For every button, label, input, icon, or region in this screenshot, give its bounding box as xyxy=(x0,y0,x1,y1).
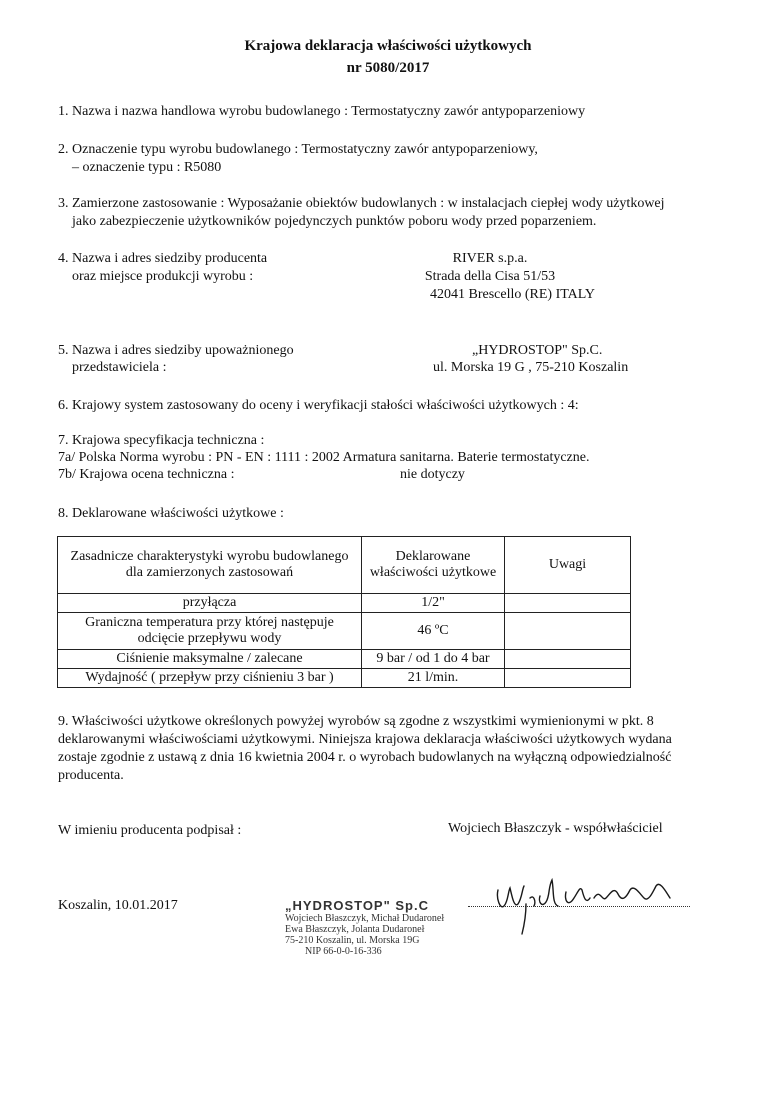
section-7b-label: 7b/ Krajowa ocena techniczna : xyxy=(58,467,235,482)
section-3-line1: 3. Zamierzone zastosowanie : Wyposażanie obiektów budowlanych : w instalacjach ciepłej wody użytkowej xyxy=(58,196,665,211)
section-7-heading: 7. Krajowa specyfikacja techniczna : xyxy=(58,433,265,448)
producer-street: Strada della Cisa 51/53 xyxy=(424,269,556,284)
table-cell: Graniczna temperatura przy której następuje odcięcie przepływu wody xyxy=(58,613,362,650)
section-4-label1: 4. Nazwa i adres siedziby producenta xyxy=(58,251,268,266)
table-cell: 9 bar / od 1 do 4 bar xyxy=(362,650,505,669)
representative-company: „HYDROSTOP" Sp.C. xyxy=(472,343,603,358)
stamp-line: 75-210 Koszalin, ul. Morska 19G xyxy=(285,935,420,946)
document-number: nr 5080/2017 xyxy=(346,60,430,76)
handwritten-signature xyxy=(490,868,690,938)
section-7a: 7a/ Polska Norma wyrobu : PN - EN : 1111 : 2002 Armatura sanitarna. Baterie termostatyczne. xyxy=(58,450,590,465)
section-5-label1: 5. Nazwa i adres siedziby upoważnionego xyxy=(58,343,294,358)
section-9-line1: 9. Właściwości użytkowe określonych powyżej wyrobów są zgodne z wszystkimi wymienionymi w pkt. 8 xyxy=(58,714,654,729)
producer-company: RIVER s.p.a. xyxy=(452,251,528,266)
place-and-date: Koszalin, 10.01.2017 xyxy=(58,898,178,913)
table-row xyxy=(58,669,631,688)
section-9-line3: zostaje zgodnie z ustawą z dnia 16 kwietnia 2004 r. o wyrobach budowlanych na wyłączną odpowiedzialność xyxy=(58,750,672,765)
section-9-line4: producenta. xyxy=(58,768,124,783)
section-8-heading: 8. Deklarowane właściwości użytkowe : xyxy=(58,506,284,521)
signatory-name: Wojciech Błaszczyk - współwłaściciel xyxy=(448,821,663,836)
stamp-company: „HYDROSTOP" Sp.C xyxy=(285,898,429,913)
table-header-row xyxy=(58,537,631,594)
column-header: Deklarowane właściwości użytkowe xyxy=(362,537,505,594)
producer-city: 42041 Brescello (RE) ITALY xyxy=(430,287,596,302)
table-cell xyxy=(505,594,631,613)
table-cell xyxy=(505,650,631,669)
section-9-line2: deklarowanymi właściwościami użytkowymi. Niniejsza krajowa deklaracja właściwości użytkowych wydana xyxy=(58,732,672,747)
section-6: 6. Krajowy system zastosowany do oceny i weryfikacji stałości właściwości użytkowych : 4: xyxy=(58,398,579,413)
table-cell: Ciśnienie maksymalne / zalecane xyxy=(58,650,362,669)
properties-table xyxy=(57,536,631,688)
stamp-line: Ewa Błaszczyk, Jolanta Dudaroneł xyxy=(285,924,425,935)
section-7b-value: nie dotyczy xyxy=(400,467,465,482)
section-2-line2: – oznaczenie typu : R5080 xyxy=(72,160,222,175)
table-cell xyxy=(505,669,631,688)
table-cell: 1/2" xyxy=(362,594,505,613)
table-cell: Wydajność ( przepływ przy ciśnieniu 3 bar ) xyxy=(58,669,362,688)
document-title: Krajowa deklaracja właściwości użytkowych xyxy=(244,38,532,54)
table-cell: 21 l/min. xyxy=(362,669,505,688)
section-2-line1: 2. Oznaczenie typu wyrobu budowlanego : Termostatyczny zawór antypoparzeniowy, xyxy=(58,142,538,157)
section-5-label2: przedstawiciela : xyxy=(72,360,167,375)
table-row xyxy=(58,650,631,669)
table-cell: przyłącza xyxy=(58,594,362,613)
representative-address: ul. Morska 19 G , 75-210 Koszalin xyxy=(433,360,629,375)
stamp-line: NIP 66-0-0-16-336 xyxy=(305,946,382,957)
section-4-label2: oraz miejsce produkcji wyrobu : xyxy=(72,269,254,284)
table-row xyxy=(58,594,631,613)
table-row xyxy=(58,613,631,650)
company-stamp xyxy=(285,898,475,957)
signature-label: W imieniu producenta podpisał : xyxy=(58,823,242,838)
column-header: Zasadnicze charakterystyki wyrobu budowlanego dla zamierzonych zastosowań xyxy=(58,537,362,594)
section-1: 1. Nazwa i nazwa handlowa wyrobu budowlanego : Termostatyczny zawór antypoparzeniowy xyxy=(58,104,586,119)
section-3-line2: jako zabezpieczenie użytkowników pojedynczych punktów poboru wody przed poparzeniem. xyxy=(72,214,597,229)
table-cell: 46 ºC xyxy=(362,613,505,650)
column-header: Uwagi xyxy=(505,537,631,594)
stamp-line: Wojciech Błaszczyk, Michał Dudaroneł xyxy=(285,913,445,924)
table-cell xyxy=(505,613,631,650)
